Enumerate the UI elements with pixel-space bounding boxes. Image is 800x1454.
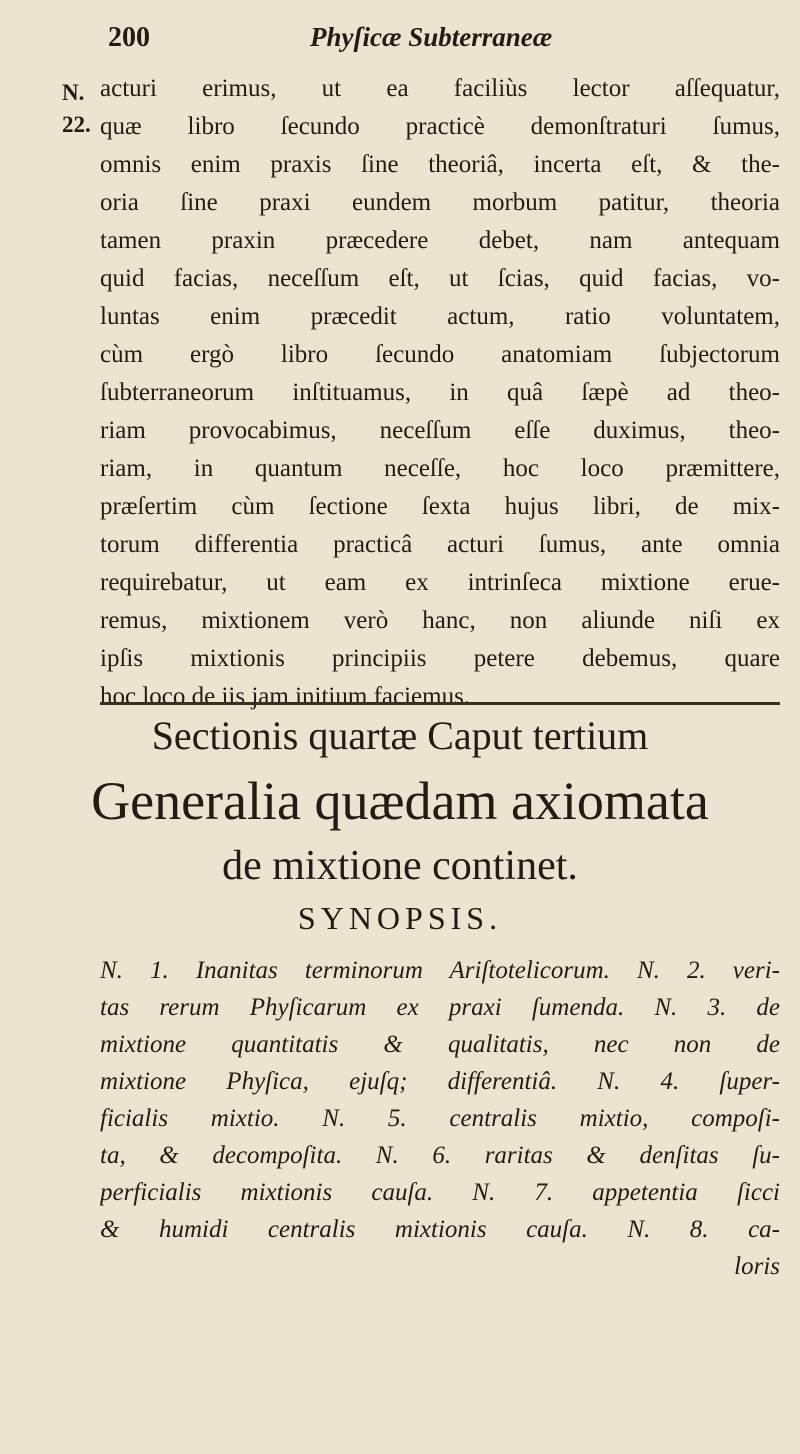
running-title: Phyſicæ Subterraneæ (310, 22, 553, 52)
text-line: quæ libro ſecundo practicè demonſtraturi ſumus, (100, 113, 780, 140)
synopsis-line: ta, & decompoſita. N. 6. raritas & denſitas ſu- (100, 1142, 780, 1169)
synopsis-line: N. 1. Inanitas terminorum Ariſtotelicorum. N. 2. veri- (100, 957, 780, 984)
body-paragraph (100, 70, 780, 716)
page-number: 200 (108, 22, 150, 53)
synopsis-line: mixtione Phyſica, ejuſq; differentiâ. N. 4. ſuper- (100, 1068, 780, 1095)
text-line: riam provocabimus, neceſſum eſſe duximus, theo- (100, 417, 780, 444)
text-line: quid facias, neceſſum eſt, ut ſcias, quid facias, vo- (100, 265, 780, 292)
margin-note: N. (62, 80, 85, 105)
catchword: loris (734, 1253, 780, 1280)
text-line: requirebatur, ut eam ex intrinſeca mixtione erue- (100, 569, 780, 596)
synopsis-line: tas rerum Phyſicarum ex praxi ſumenda. N. 3. de (100, 994, 780, 1021)
text-line: riam, in quantum neceſſe, hoc loco præmittere, (100, 455, 780, 482)
text-line: cùm ergò libro ſecundo anatomiam ſubjectorum (100, 341, 780, 368)
section-divider (100, 702, 780, 705)
text-line: remus, mixtionem verò hanc, non aliunde niſi ex (100, 607, 780, 634)
text-line: præſertim cùm ſectione ſexta hujus libri, de mix- (100, 493, 780, 520)
margin-note: 22. (62, 112, 91, 137)
text-line: torum differentia practicâ acturi ſumus, ante omnia (100, 531, 780, 558)
running-head (0, 22, 800, 62)
text-line: tamen praxin præcedere debet, nam antequam (100, 227, 780, 254)
text-line: oria ſine praxi eundem morbum patitur, theoria (100, 189, 780, 216)
text-line: acturi erimus, ut ea faciliùs lector aſſequatur, (100, 75, 780, 102)
text-line: ſubterraneorum inſtituamus, in quâ ſæpè ad theo- (100, 379, 780, 406)
text-line: hoc loco de iis jam initium faciemus. (100, 683, 471, 710)
synopsis-line: mixtione quantitatis & qualitatis, nec non de (100, 1031, 780, 1058)
synopsis-line: ficialis mixtio. N. 5. centralis mixtio, compoſi- (100, 1105, 780, 1132)
chapter-subtitle: de mixtione continet. (222, 843, 578, 889)
text-line: luntas enim præcedit actum, ratio voluntatem, (100, 303, 780, 330)
synopsis-line: & humidi centralis mixtionis cauſa. N. 8. ca- (100, 1216, 780, 1243)
text-line: ipſis mixtionis principiis petere debemus, quare (100, 645, 780, 672)
synopsis-text (100, 952, 780, 1285)
synopsis-label: SYNOPSIS. (297, 900, 503, 936)
chapter-title: Generalia quædam axiomata (91, 771, 709, 831)
synopsis-line: perficialis mixtionis cauſa. N. 7. appetentia ſicci (100, 1179, 780, 1206)
chapter-heading: Sectionis quartæ Caput tertium (151, 713, 649, 758)
text-line: omnis enim praxis ſine theoriâ, incerta eſt, & the- (100, 151, 780, 178)
